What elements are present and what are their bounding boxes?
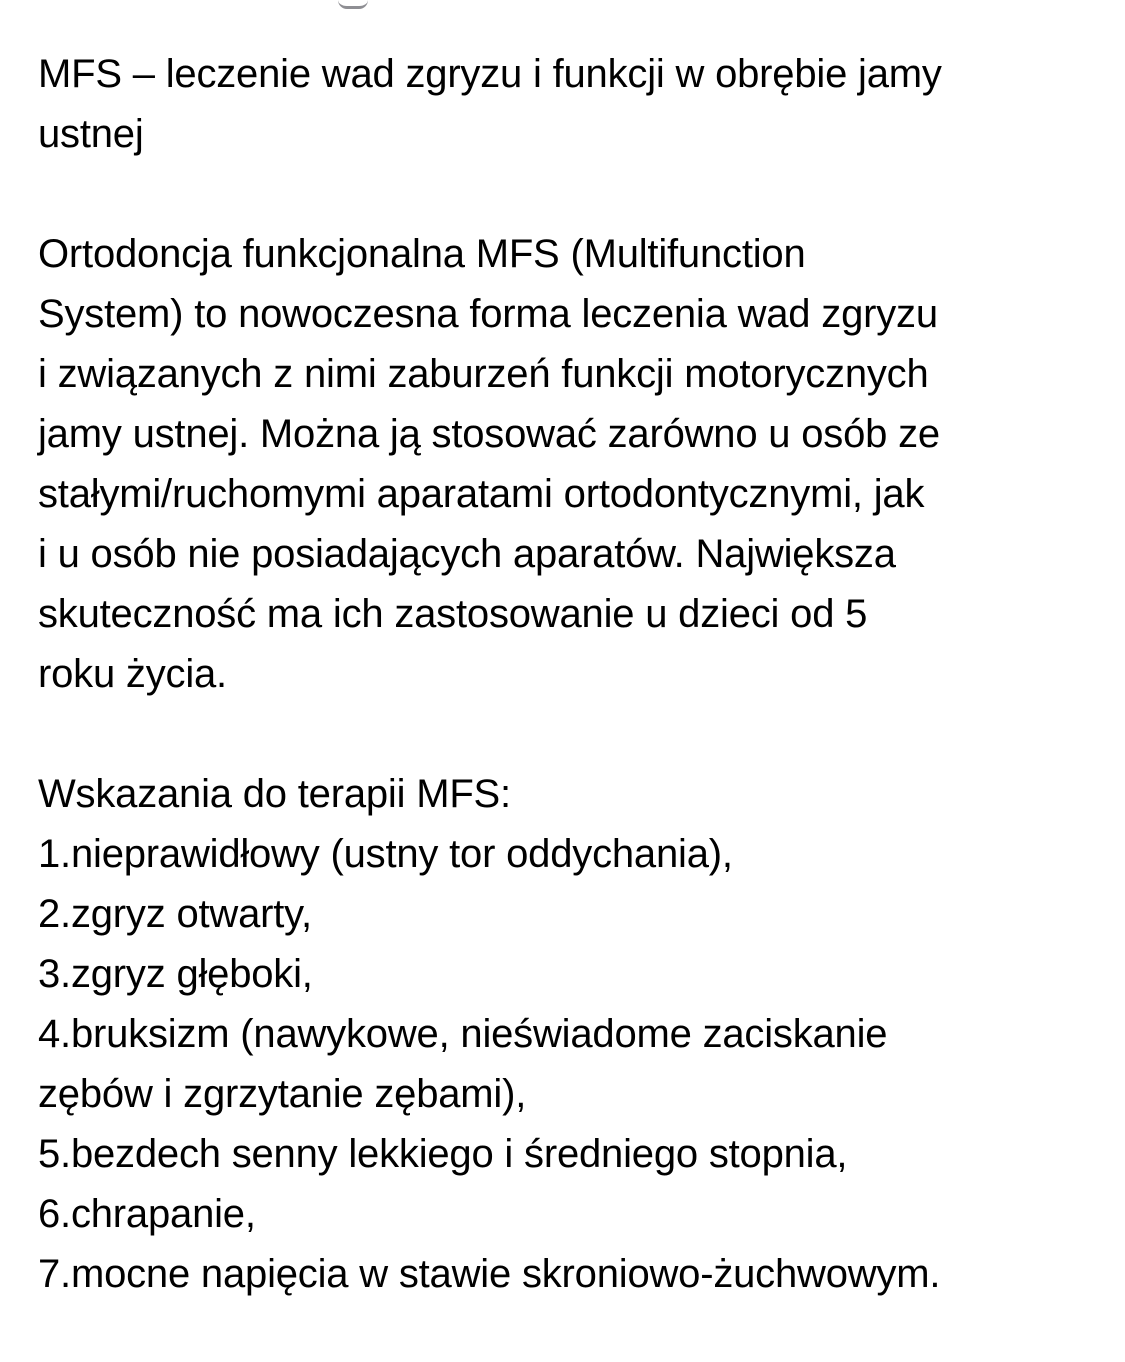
- intro-line: System) to nowoczesna forma leczenia wad zgryzu: [38, 292, 938, 336]
- paragraph-spacer: [38, 164, 1098, 224]
- indication-item: 7.mocne napięcia w stawie skroniowo-żuchwowym.: [38, 1252, 941, 1296]
- indication-item: 3.zgryz głęboki,: [38, 952, 313, 996]
- intro-paragraph: [38, 224, 1098, 704]
- note-title-line: MFS – leczenie wad zgryzu i funkcji w obrębie jamy: [38, 52, 942, 96]
- note-title: [38, 44, 1098, 164]
- note-title-line: ustnej: [38, 112, 144, 156]
- indication-item: 6.chrapanie,: [38, 1192, 256, 1236]
- intro-line: skuteczność ma ich zastosowanie u dzieci od 5: [38, 592, 868, 636]
- intro-line: i związanych z nimi zaburzeń funkcji motorycznych: [38, 352, 929, 396]
- note-body[interactable]: [38, 44, 1098, 1304]
- indications-section: [38, 764, 1098, 1304]
- indication-item: zębów i zgrzytanie zębami),: [38, 1072, 527, 1116]
- indication-item: 5.bezdech senny lekkiego i średniego stopnia,: [38, 1132, 848, 1176]
- intro-line: jamy ustnej. Można ją stosować zarówno u osób ze: [38, 412, 940, 456]
- intro-line: Ortodoncja funkcjonalna MFS (Multifunction: [38, 232, 806, 276]
- indication-item: 2.zgryz otwarty,: [38, 892, 312, 936]
- intro-line: i u osób nie posiadających aparatów. Największa: [38, 532, 896, 576]
- paragraph-spacer: [38, 704, 1098, 764]
- indication-item: 1.nieprawidłowy (ustny tor oddychania),: [38, 832, 733, 876]
- indications-heading: Wskazania do terapii MFS:: [38, 772, 511, 816]
- scroll-indicator-icon: [338, 0, 368, 9]
- intro-line: roku życia.: [38, 652, 227, 696]
- intro-line: stałymi/ruchomymi aparatami ortodontycznymi, jak: [38, 472, 925, 516]
- indication-item: 4.bruksizm (nawykowe, nieświadome zaciskanie: [38, 1012, 888, 1056]
